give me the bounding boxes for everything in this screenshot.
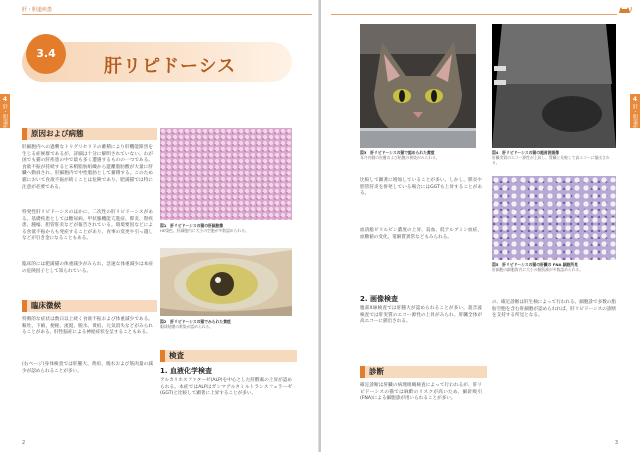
clinical-paragraph-1: 特徴的な症状は数日以上続く食欲不振および体重減少である。嘔吐、下痢、便秘、流涎、脱水、黄疸、元気消失などがみられることがある。肝性脳症による神経症状を呈することもある。: [22, 317, 153, 336]
chapter-tab-right: [630, 94, 640, 134]
header-rule: [22, 14, 312, 15]
section-title: 肝リピドーシス: [104, 56, 237, 77]
figure-3-caption-text: 耳介内側の皮膚および粘膜の黄染がみられる。: [360, 155, 440, 160]
figure-3-cat-photo: [360, 24, 476, 148]
figure-1-caption-text: HE染色。肝細胞内に大小の空胞が多数認められる。: [160, 228, 249, 233]
figure-4-ultrasound: [492, 24, 616, 148]
diagnosis-paragraph: 確定診断は肝臓の病理組織検査によって行われるが、肝リピドーシスの猫では麻酔のリスクが高いため、細針吸引(FNA)による細胞診が用いられることが多い。: [360, 383, 482, 402]
chapter-label-right: 肝・胆道疾患: [632, 104, 638, 134]
chapter-label: 肝・胆道疾患: [2, 104, 8, 134]
blood-chemistry-paragraph: アルカリホスファターゼ(ALP)を中心とした肝酵素の上昇が認められる。本症ではALPはガンマグルタミルトランスフェラーゼ(GGT)と比較して顕著に上昇することが多い。: [160, 378, 292, 397]
figure-5-cytology: [492, 176, 616, 260]
figure-4-caption-label: 図4 肝リピドーシスの猫の超音波画像: [492, 150, 559, 155]
figure-5-caption: [492, 262, 616, 272]
figure-3-caption-label: 図3 肝リピドーシスの猫で認められた黄疸: [360, 150, 435, 155]
imaging-paragraph: 腹部X線検査では肝腫大が認められることが多い。超音波検査では肝実質のエコー源性の上昇がみられ、肝臓全体が高エコーに描出される。: [360, 306, 482, 325]
cause-paragraph-2: 特発性肝リピドーシスのほかに、二次性の肝リピドーシスがある。基礎疾患としては糖尿病、甲状腺機能亢進症、膵炎、腎疾患、腫瘍、胆管肝炎などが報告されている。環境要因などによる食欲不振からも発症することがあり、食事の変更や引っ越しなどが引き金になることもある。: [22, 210, 153, 242]
heading-examination: 検査: [160, 350, 297, 362]
figure-3-caption: [360, 150, 478, 160]
figure-5-caption-label: 図5 肝リピドーシスの猫の肝臓の FNA 細胞所見: [492, 262, 578, 267]
figure-4-caption: [492, 150, 616, 165]
chapter-number: 4: [2, 96, 8, 103]
heading-cause: 原因および病態: [22, 128, 157, 140]
left-page: [0, 0, 319, 452]
figure-1-caption: [160, 223, 292, 233]
figure-3-illustration: [360, 24, 476, 148]
figure-4-illustration: [492, 24, 616, 148]
heading-imaging: 2. 画像検査: [360, 295, 398, 303]
figure-1-histology: [160, 128, 292, 220]
chapter-tab-left: [0, 94, 10, 134]
figure-1-caption-label: 図1 肝リピドーシスの猫の肝細胞像: [160, 223, 224, 228]
heading-clinical-signs: 臨床徴候: [22, 300, 157, 312]
figure-2-jaundice-eye: [160, 248, 292, 316]
figure-4-caption-text: 肝臓実質のエコー源性が上昇し、腎臓と比較して高エコーに描出される。: [492, 155, 610, 165]
running-head: 肝・胆道疾患: [22, 7, 53, 13]
header-rule-right: [331, 14, 617, 15]
figure-2-caption-label: 図2 肝リピドーシスの猫でみられた黄疸: [160, 319, 231, 324]
diagnosis-paragraph-pre: の、確定診断は肝生検によって行われる。細胞診で多数の脂肪空胞を含む肝細胞が認められれば、肝リピドーシスの診断を支持する所見となる。: [492, 300, 616, 319]
figure-5-caption-text: 肝細胞の細胞質内に大小の脂肪滴が多数認められる。: [492, 267, 584, 272]
heading-blood-chemistry: 1. 血液化学検査: [160, 367, 212, 375]
right-page: [321, 0, 640, 452]
cat-icon: [618, 6, 632, 14]
page-number-left: 2: [22, 440, 26, 446]
exam-paragraph-2: 血清総ビリルビン濃度の上昇、貧血、低アルブミン血症、血糖値の変化、電解質異常などもみられる。: [360, 228, 482, 240]
exam-paragraph-continued: 比較して顕著に増加していることが多い。しかし、膵炎や胆管肝炎を併発している場合にはGGTも上昇することがある。: [360, 178, 482, 197]
cause-paragraph-1: 肝細胞内への過剰なトリグリセリドの蓄積により肝機能障害を生じる症候群であるが、詳細は十分に解明されていない。わが国でも猫の肝疾患の中で最も多く遭遇するものの一つである。食欲不振が持続すると末梢脂肪組織から遊離脂肪酸が大量に肝臓へ動員され、肝細胞内で中性脂肪として蓄積する。このため猫において食欲不振が続くことは危険であり、肥満猫では特に注意が必要である。: [22, 145, 153, 190]
clinical-paragraph-2: (右ページ)身体検査では肝腫大、黄疸、脱水および筋肉量の減少が認められることが多い。: [22, 362, 153, 374]
figure-2-caption: [160, 319, 292, 329]
cause-paragraph-3: 臨床的には肥満猫の体重減少がみられ、急速な体重減少は本症の危険因子として知られている。: [22, 262, 153, 274]
figure-2-illustration: [160, 248, 292, 316]
page-number-right: 3: [614, 440, 618, 446]
figure-2-caption-text: 眼球結膜の黄染が認められる。: [160, 324, 214, 329]
chapter-number-right: 4: [632, 96, 638, 103]
section-number-badge: 3.4: [26, 34, 66, 74]
heading-diagnosis: 診断: [360, 366, 487, 378]
